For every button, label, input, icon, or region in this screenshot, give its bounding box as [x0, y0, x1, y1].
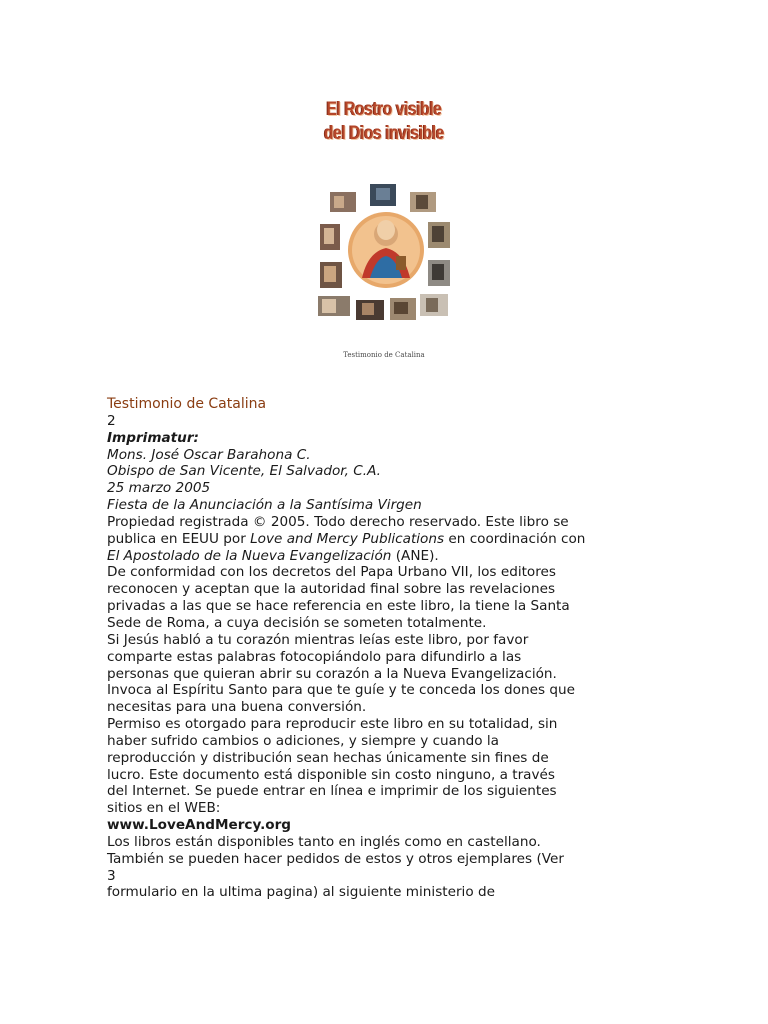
cover-title-line-2: del Dios invisible: [324, 123, 444, 144]
copyright-line: [107, 548, 607, 565]
copyright-text: publica en EEUU por: [107, 530, 251, 547]
paragraph-line: También se pueden hacer pedidos de estos y otros ejemplares (Ver: [107, 850, 564, 867]
paragraph-line: Si Jesús habló a tu corazón mientras leías este libro, por favor: [107, 631, 529, 648]
paragraph-line: formulario en la ultima pagina) al siguiente ministerio de: [107, 884, 495, 901]
decree-line: Sede de Roma, a cuya decisión se someten totalmente.: [107, 614, 487, 631]
permission-line: del Internet. Se puede entrar en línea e imprimir de los siguientes: [107, 783, 557, 800]
paragraph-line: Invoca al Espíritu Santo para que te guíe y te conceda los dones que: [107, 682, 575, 699]
book-cover: [288, 86, 480, 370]
feast-line: Fiesta de la Anunciación a la Santísima Virgen: [107, 497, 422, 514]
publisher-name: Love and Mercy Publications: [250, 530, 445, 547]
copyright-line: [107, 531, 607, 548]
cover-illustration: [312, 182, 462, 322]
decree-line: De conformidad con los decretos del Papa Urbano VII, los editores: [107, 564, 556, 581]
permission-line: reproducción y distribución sean hechas únicamente sin fines de: [107, 749, 549, 766]
cover-subtitle: Testimonio de Catalina: [343, 351, 425, 359]
permission-line: Permiso es otorgado para reproducir este libro en su totalidad, sin: [107, 716, 558, 733]
apostolate-name: El Apostolado de la Nueva Evangelización: [107, 547, 392, 564]
copyright-line: Propiedad registrada © 2005. Todo derecho reservado. Este libro se: [107, 513, 569, 530]
document-body: [107, 396, 607, 901]
paragraph-line: personas que quieran abrir su corazón a la Nueva Evangelización.: [107, 665, 557, 682]
imprimatur-date: 25 marzo 2005: [107, 480, 211, 497]
decree-line: privadas a las que se hace referencia en este libro, la tiene la Santa: [107, 598, 570, 615]
cover-title: [305, 98, 462, 146]
cover-title-line-1: El Rostro visible: [326, 99, 442, 120]
website-link[interactable]: www.LoveAndMercy.org: [107, 817, 292, 834]
section-title: Testimonio de Catalina: [107, 396, 267, 412]
paragraph-line: Los libros están disponibles tanto en inglés como en castellano.: [107, 833, 541, 850]
permission-line: haber sufrido cambios o adiciones, y siempre y cuando la: [107, 732, 499, 749]
bishop-name: Mons. José Oscar Barahona C.: [107, 446, 311, 463]
copyright-text: en coordinación con: [444, 530, 586, 547]
copyright-text: (ANE).: [391, 547, 439, 564]
bishop-title: Obispo de San Vicente, El Salvador, C.A.: [107, 463, 381, 480]
page-number: 3: [107, 867, 116, 884]
decree-line: reconocen y aceptan que la autoridad final sobre las revelaciones: [107, 581, 556, 598]
imprimatur-label: Imprimatur:: [107, 429, 199, 446]
permission-line: sitios en el WEB:: [107, 800, 221, 817]
paragraph-line: necesitas para una buena conversión.: [107, 699, 367, 716]
paragraph-line: comparte estas palabras fotocopiándolo para difundirlo a las: [107, 648, 522, 665]
permission-line: lucro. Este documento está disponible sin costo ninguno, a través: [107, 766, 555, 783]
page-number: 2: [107, 412, 116, 429]
